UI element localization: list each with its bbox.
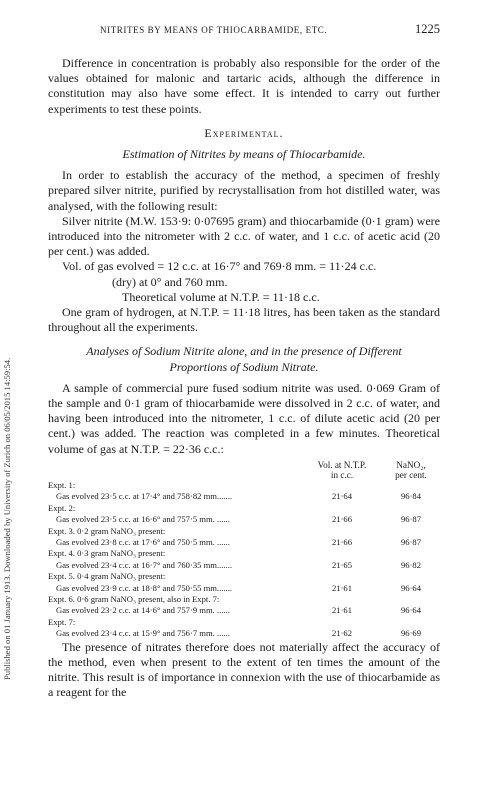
- table-body: [48, 480, 440, 640]
- volume-value: 21·61: [331, 605, 353, 616]
- paragraph-sodium-nitrite: A sample of commercial pure fused sodium nitrite was used. 0·069 Gram of the sample and 0·1 gram of thiocarbamide were dissolved in 2 c.c. of water, and having been introduced into the nitrometer, 1 c.c. of dilute acetic acid (20 per cent.) was added. The reaction was completed in a few minutes. Theoretical volume of gas at N.T.P. = 22·36 c.c.:: [48, 380, 440, 456]
- experiment-description: Gas evolved 23·5 c.c. at 17·4° and 758·82 mm.......: [56, 491, 232, 502]
- experiment-description: Gas evolved 23·4 c.c. at 15·9° and 756·7 mm. ......: [56, 628, 230, 639]
- experiment-label: Expt. 1:: [48, 479, 76, 490]
- table-row: [48, 560, 440, 571]
- percent-value: 96·64: [400, 582, 422, 593]
- section-heading: Experimental.: [204, 125, 284, 140]
- calc-line-gas-volume: Vol. of gas evolved = 12 c.c. at 16·7° and 769·8 mm. = 11·24 c.c.: [62, 259, 377, 274]
- volume-value: 21·62: [331, 628, 353, 639]
- experiment-label: Expt. 4. 0·3 gram NaNO₃ present:: [48, 548, 166, 559]
- experiment-description: Gas evolved 23·5 c.c. at 16·6° and 757·5 mm. ......: [56, 514, 230, 525]
- download-notice-margin: [2, 80, 14, 680]
- page-header: [100, 22, 440, 37]
- table-row-label: [48, 503, 440, 514]
- paragraph-conclusion: The presence of nitrates therefore does not materially affect the accuracy of the method, even when present to the extent of ten times the amount of the nitrite. This result is of importance in connexion with the use of thiocarbamide as a reagent for the: [48, 639, 440, 700]
- percent-value: 96·87: [400, 514, 422, 525]
- percent-value: 96·84: [400, 491, 422, 502]
- article-body: [48, 56, 440, 700]
- table-row-label: [48, 526, 440, 537]
- column-header-volume: Vol. at N.T.P. in c.c.: [317, 459, 367, 480]
- running-title: NITRITES BY MEANS OF THIOCARBAMIDE, ETC.: [100, 25, 328, 35]
- table-row: [48, 605, 440, 616]
- experiment-label: Expt. 7:: [48, 616, 76, 627]
- table-header-row: [48, 460, 440, 480]
- experiment-description: Gas evolved 23·8 c.c. at 17·6° and 750·5 mm. ......: [56, 536, 230, 547]
- percent-value: 96·69: [400, 628, 422, 639]
- percent-value: 96·82: [400, 559, 422, 570]
- results-table: [48, 460, 440, 640]
- subheading-analyses-line-1: Analyses of Sodium Nitrite alone, and in the presence of Different: [86, 344, 402, 359]
- subheading-estimation: Estimation of Nitrites by means of Thiocarbamide.: [122, 147, 366, 162]
- experiment-label: Expt. 3. 0·2 gram NaNO₃ present:: [48, 525, 166, 536]
- experiment-description: Gas evolved 23·4 c.c. at 16·7° and 760·35 mm.......: [56, 559, 232, 570]
- experiment-label: Expt. 5. 0·4 gram NaNO₃ present:: [48, 571, 166, 582]
- experiment-description: Gas evolved 23·9 c.c. at 18·8° and 750·55 mm.......: [56, 582, 232, 593]
- volume-value: 21·66: [331, 536, 353, 547]
- experiment-label: Expt. 2:: [48, 502, 76, 513]
- paragraph-hydrogen-standard: One gram of hydrogen, at N.T.P. = 11·18 litres, has been taken as the standard throughout all the experiments.: [48, 305, 440, 335]
- table-row-label: [48, 548, 440, 559]
- volume-value: 21·65: [331, 559, 353, 570]
- table-row: [48, 628, 440, 639]
- table-row: [48, 491, 440, 502]
- table-row-label: [48, 594, 440, 605]
- table-row: [48, 583, 440, 594]
- paragraph-silver-nitrite: Silver nitrite (M.W. 153·9: 0·07695 gram) and thiocarbamide (0·1 gram) were introduced into the nitrometer with 2 c.c. of water, and 1 c.c. of acetic acid (20 per cent.) was added.: [48, 213, 440, 259]
- table-row-label: [48, 617, 440, 628]
- subheading-analyses-line-2: Proportions of Sodium Nitrate.: [169, 359, 319, 374]
- download-notice-text: Published on 01 January 1913. Downloaded by University of Zurich on 06/05/2015 14:59:54.: [2, 357, 12, 680]
- table-row: [48, 537, 440, 548]
- table-row-label: [48, 571, 440, 582]
- table-row: [48, 514, 440, 525]
- calc-line-theoretical: Theoretical volume at N.T.P. = 11·18 c.c.: [122, 289, 320, 304]
- calc-line-conditions: (dry) at 0° and 760 mm.: [112, 274, 228, 289]
- column-header-percent: NaNO₂, per cent.: [395, 459, 427, 480]
- table-row-label: [48, 480, 440, 491]
- experiment-label: Expt. 6. 0·6 gram NaNO₃ present, also in Expt. 7:: [48, 593, 220, 604]
- experiment-description: Gas evolved 23·2 c.c. at 14·6° and 757·9 mm. ......: [56, 605, 230, 616]
- intro-paragraph: Difference in concentration is probably also responsible for the order of the values obtained for malonic and tartaric acids, although the difference in constitution may also have some effect. It is intended to carry out further experiments to test these points.: [48, 56, 440, 116]
- percent-value: 96·64: [400, 605, 422, 616]
- volume-value: 21·64: [331, 491, 353, 502]
- paragraph-method: In order to establish the accuracy of the method, a specimen of freshly prepared silver nitrite, purified by recrystallisation from hot distilled water, was analysed, with the following result:: [48, 168, 440, 213]
- volume-value: 21·61: [331, 582, 353, 593]
- volume-value: 21·66: [331, 514, 353, 525]
- page-number: 1225: [415, 22, 440, 36]
- percent-value: 96·87: [400, 536, 422, 547]
